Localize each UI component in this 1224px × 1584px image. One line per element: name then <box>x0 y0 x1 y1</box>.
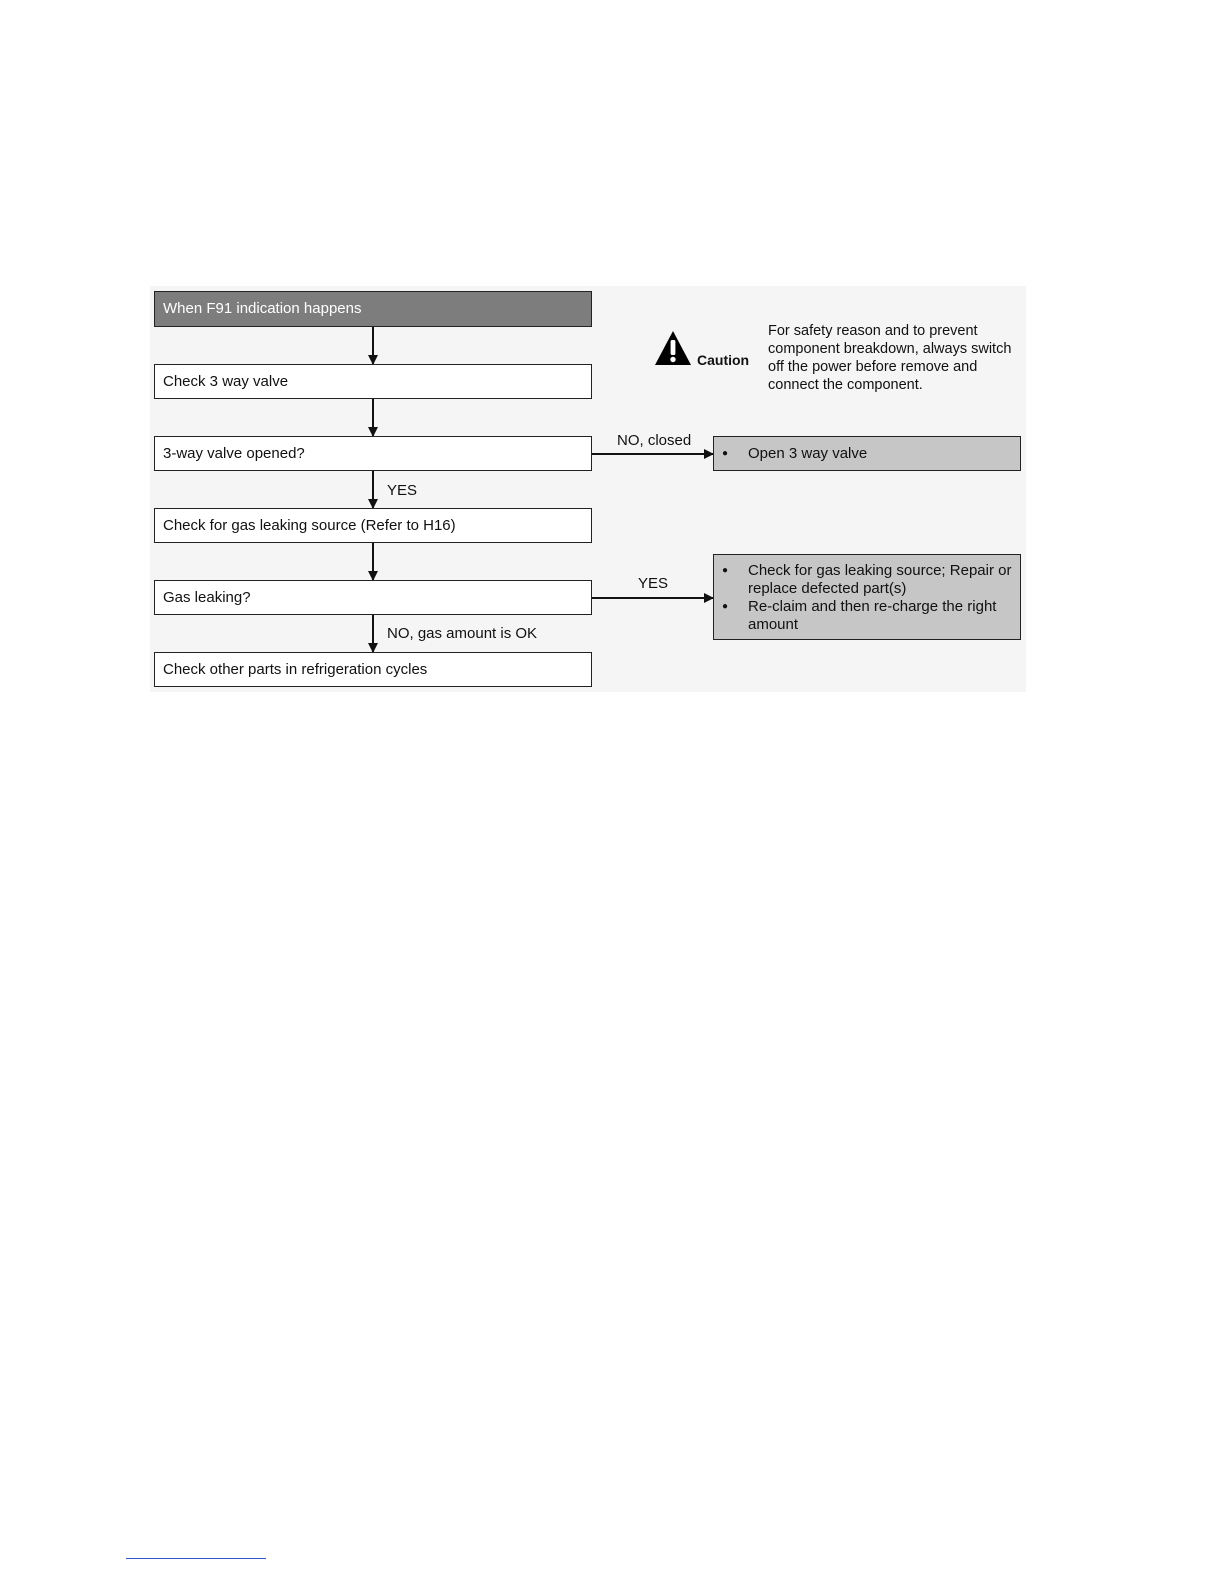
open-valve-bullets <box>722 445 867 463</box>
caution-text <box>768 322 1030 394</box>
caution-label: Caution <box>697 352 750 368</box>
edge-label-no-gas-ok: NO, gas amount is OK <box>387 625 538 642</box>
open-valve-action-box <box>713 436 1021 471</box>
check-gas-source-box <box>154 508 592 543</box>
check-valve-text: Check 3 way valve <box>163 372 289 390</box>
check-other-box <box>154 652 592 687</box>
valve-opened-decision <box>154 436 592 471</box>
check-other-text: Check other parts in refrigeration cycles <box>163 660 428 678</box>
check-gas-source-text: Check for gas leaking source (Refer to H16) <box>163 516 456 534</box>
caution-line-4: connect the component. <box>768 377 923 393</box>
check-valve-box <box>154 364 592 399</box>
caution-line-2: component breakdown, always switch <box>768 341 1012 357</box>
valve-opened-text: 3-way valve opened? <box>163 444 305 462</box>
gas-leaking-decision <box>154 580 592 615</box>
footer-rule <box>126 1558 266 1559</box>
caution-line-3: off the power before remove and <box>768 359 978 375</box>
leak-fix-bullets <box>722 562 1012 634</box>
edge-label-no-closed: NO, closed <box>617 432 692 449</box>
warning-triangle-icon <box>654 330 692 366</box>
leak-fix-item-2: ● Re-claim and then re-charge the right amount <box>722 598 1012 634</box>
edge-label-yes-leak: YES <box>638 575 669 592</box>
edge-label-yes-valve: YES <box>387 482 418 499</box>
start-box <box>154 291 592 327</box>
gas-leaking-text: Gas leaking? <box>163 588 251 606</box>
leak-fix-action-box <box>713 554 1021 640</box>
leak-fix-item-1: ● Check for gas leaking source; Repair or replace defected part(s) <box>722 562 1012 598</box>
caution-notice <box>654 322 1026 398</box>
start-box-text: When F91 indication happens <box>163 300 362 317</box>
open-valve-item: ● Open 3 way valve <box>722 445 867 463</box>
caution-line-1: For safety reason and to prevent <box>768 323 978 339</box>
